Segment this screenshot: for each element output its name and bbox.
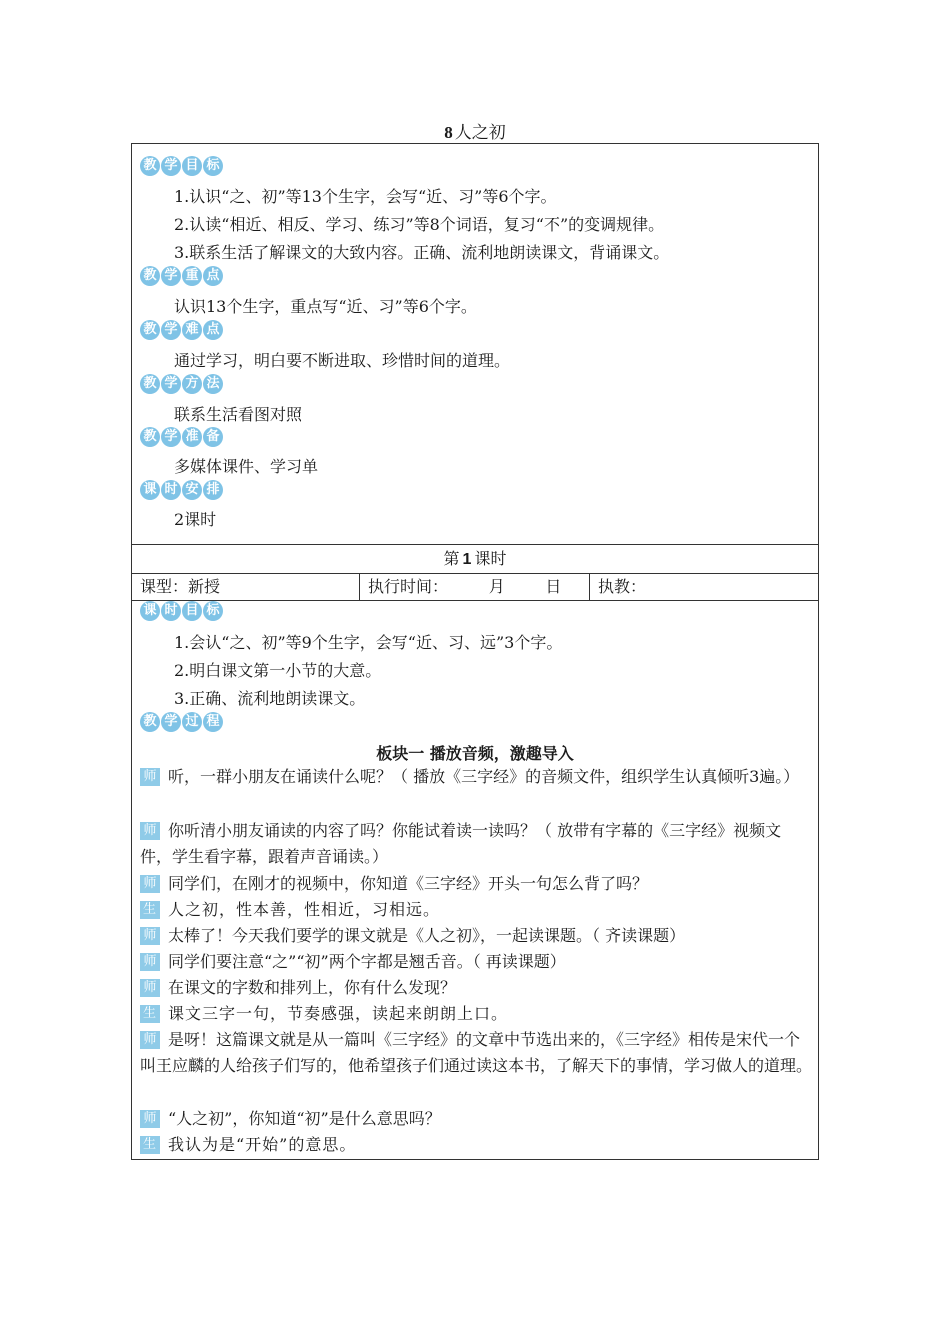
goal-badge — [140, 156, 223, 176]
teacher-tag: 师 — [140, 822, 160, 840]
badge-char: 过 — [182, 712, 202, 732]
student-tag: 生 — [140, 1136, 160, 1154]
key-badge — [140, 266, 223, 286]
teacher-tag: 师 — [140, 875, 160, 893]
badge-char: 学 — [161, 320, 181, 340]
lesson-heading-post: 课时 — [474, 549, 507, 568]
process-badge — [140, 712, 223, 732]
schedule-text: 2课时 — [174, 510, 217, 529]
teacher-tag: 师 — [140, 1110, 160, 1128]
lesson-heading-number: 1 — [462, 551, 472, 568]
lesson-info-row — [132, 573, 818, 601]
lesson-heading — [132, 544, 818, 574]
lesson-plan-table — [131, 143, 819, 1160]
method-badge — [140, 374, 223, 394]
badge-char: 重 — [182, 266, 202, 286]
dialogue-line — [140, 897, 812, 923]
dialogue-line — [140, 975, 812, 1001]
badge-char: 安 — [182, 480, 202, 500]
lesson-type: 课型：新授 — [132, 573, 360, 600]
dialogue-line — [140, 818, 812, 870]
key-text: 认识13个生字，重点写“近、习”等6个字。 — [174, 297, 477, 316]
lesson-goal-2: 2.明白课文第一小节的大意。 — [174, 661, 382, 680]
badge-char: 标 — [203, 156, 223, 176]
dialogue-text: 在课文的字数和排列上，你有什么发现？ — [168, 978, 457, 997]
overview-section — [132, 144, 818, 545]
badge-char: 教 — [140, 156, 160, 176]
difficulty-text: 通过学习，明白要不断进取、珍惜时间的道理。 — [174, 351, 511, 370]
badge-char: 难 — [182, 320, 202, 340]
dialogue-text: 你听清小朋友诵读的内容了吗？你能试着读一读吗？（ 放带有字幕的《三字经》视频文件，学生看字幕，跟着声音诵读。） — [140, 821, 782, 866]
teacher-tag: 师 — [140, 1031, 160, 1049]
goal-item-3: 3.联系生活了解课文的大致内容。正确、流利地朗读课文，背诵课文。 — [174, 243, 670, 262]
dialogue-line — [140, 871, 812, 897]
dialogue-text: 人之初，性本善，性相近，习相远。 — [168, 900, 441, 919]
method-text: 联系生活看图对照 — [174, 405, 303, 424]
student-tag: 生 — [140, 1005, 160, 1023]
dialogue-text: 同学们，在刚才的视频中，你知道《三字经》开头一句怎么背了吗？ — [168, 874, 649, 893]
teacher-tag: 师 — [140, 768, 160, 786]
teacher-tag: 师 — [140, 953, 160, 971]
badge-char: 学 — [161, 156, 181, 176]
student-tag: 生 — [140, 901, 160, 919]
lesson-title-text: 人之初 — [454, 123, 506, 143]
dialogue-text: 是呀！这篇课文就是从一篇叫《三字经》的文章中节选出来的，《三字经》相传是宋代一个叫王应麟的人给孩子们写的，他希望孩子们通过读这本书，了解天下的事情，学习做人的道理。 — [140, 1030, 813, 1075]
dialogue-line — [140, 949, 812, 975]
dialogue-text: 太棒了！今天我们要学的课文就是《人之初》，一起读课题。（ 齐读课题） — [168, 926, 686, 945]
badge-char: 方 — [182, 374, 202, 394]
schedule-badge — [140, 480, 223, 500]
badge-char: 时 — [161, 601, 181, 621]
badge-char: 学 — [161, 374, 181, 394]
badge-char: 教 — [140, 374, 160, 394]
prep-text: 多媒体课件、学习单 — [174, 457, 319, 476]
goal-item-1: 1.认识“之、初”等13个生字，会写“近、习”等6个字。 — [174, 187, 557, 206]
badge-char: 课 — [140, 601, 160, 621]
dialogue-line — [140, 923, 812, 949]
badge-char: 教 — [140, 712, 160, 732]
difficulty-badge — [140, 320, 223, 340]
dialogue-text: 同学们要注意“之”“初”两个字都是翘舌音。（ 再读课题） — [168, 952, 566, 971]
lesson-teacher: 执教： — [598, 577, 647, 596]
lesson-heading-pre: 第 — [443, 549, 460, 568]
badge-char: 程 — [203, 712, 223, 732]
dialogue-line — [140, 1027, 812, 1079]
badge-char: 教 — [140, 320, 160, 340]
dialogue-text: 我认为是“开始”的意思。 — [168, 1135, 357, 1154]
dialogue-text: “人之初”，你知道“初”是什么意思吗？ — [168, 1109, 441, 1128]
badge-char: 教 — [140, 266, 160, 286]
dialogue-text: 听，一群小朋友在诵读什么呢？（ 播放《三字经》的音频文件，组织学生认真倾听3遍。） — [168, 767, 800, 786]
block-title: 板块一 播放音频，激趣导入 — [376, 744, 574, 763]
lesson-goal-3: 3.正确、流利地朗读课文。 — [174, 689, 366, 708]
badge-char: 教 — [140, 427, 160, 447]
dialogue-line — [140, 764, 812, 790]
badge-char: 学 — [161, 712, 181, 732]
goal-item-2: 2.认读“相近、相反、学习、练习”等8个词语，复习“不”的变调规律。 — [174, 215, 665, 234]
dialogue-line — [140, 1132, 812, 1158]
badge-char: 法 — [203, 374, 223, 394]
badge-char: 课 — [140, 480, 160, 500]
dialogue-text: 课文三字一句，节奏感强，读起来朗朗上口。 — [168, 1004, 509, 1023]
badge-char: 时 — [161, 480, 181, 500]
page-title — [0, 118, 950, 143]
badge-char: 目 — [182, 156, 202, 176]
lesson-time: 执行时间： 月 日 — [360, 573, 590, 600]
badge-char: 学 — [161, 427, 181, 447]
teacher-tag: 师 — [140, 979, 160, 997]
dialogue-line — [140, 1106, 812, 1132]
lesson-goal-1: 1.会认“之、初”等9个生字，会写“近、习、远”3个字。 — [174, 633, 563, 652]
lesson-number: 8 — [444, 123, 453, 142]
badge-char: 准 — [182, 427, 202, 447]
badge-char: 备 — [203, 427, 223, 447]
badge-char: 目 — [182, 601, 202, 621]
badge-char: 点 — [203, 266, 223, 286]
badge-char: 点 — [203, 320, 223, 340]
dialogue-line — [140, 1001, 812, 1027]
prep-badge — [140, 427, 223, 447]
lesson-body — [132, 601, 818, 1159]
badge-char: 排 — [203, 480, 223, 500]
badge-char: 标 — [203, 601, 223, 621]
lesson-goal-badge — [140, 601, 223, 621]
teacher-tag: 师 — [140, 927, 160, 945]
badge-char: 学 — [161, 266, 181, 286]
